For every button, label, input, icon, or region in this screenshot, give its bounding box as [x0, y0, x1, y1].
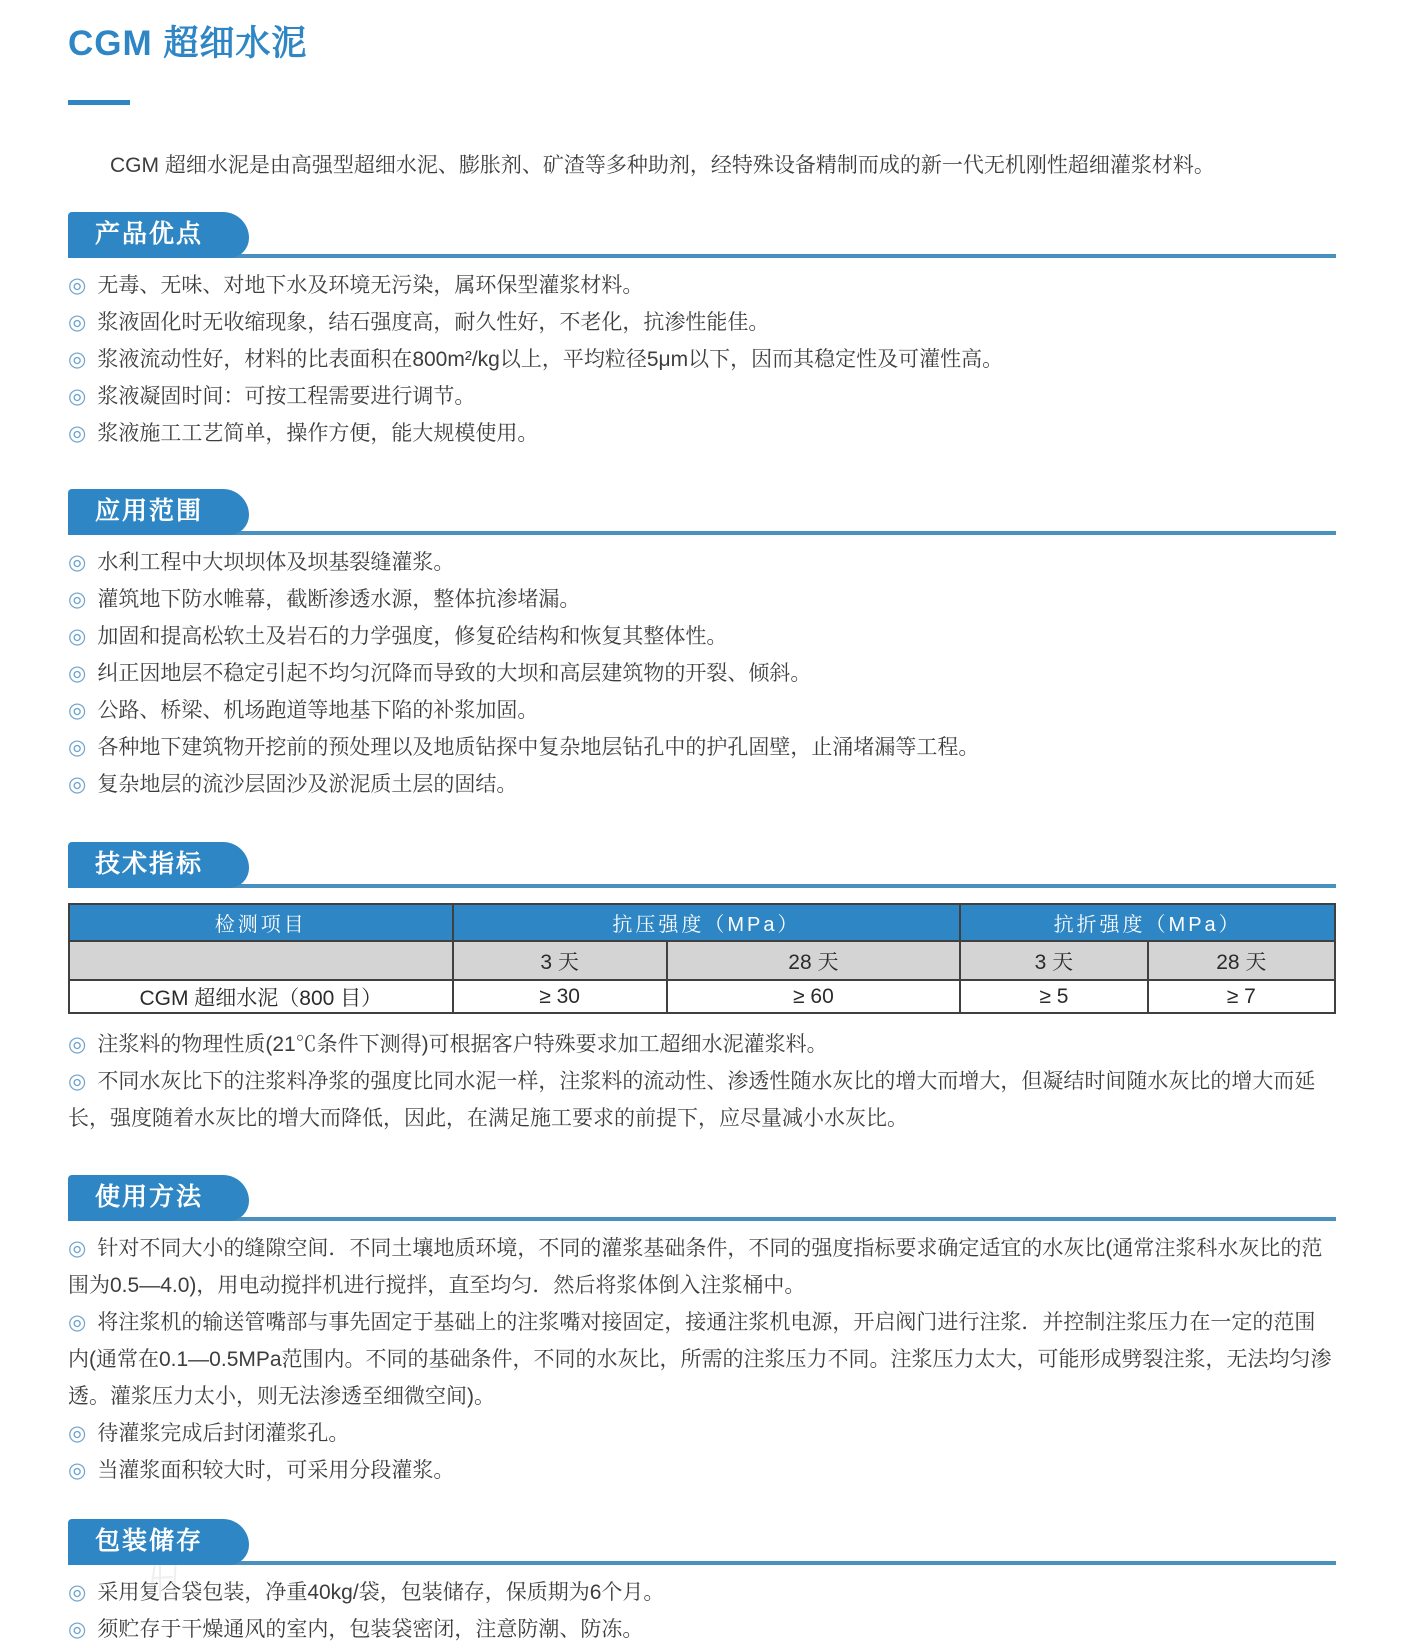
bullet-icon: ◎ [68, 551, 87, 574]
section-header-line [68, 531, 1336, 535]
list-item-text: 当灌浆面积较大时，可采用分段灌浆。 [97, 1459, 455, 1482]
list-item-text: 纠正因地层不稳定引起不均匀沉降而导致的大坝和高层建筑物的开裂、倾斜。 [97, 662, 812, 685]
bullet-icon: ◎ [68, 1033, 87, 1056]
bullet-icon: ◎ [68, 662, 87, 685]
list-item [68, 304, 1336, 341]
bullet-icon: ◎ [68, 1311, 87, 1334]
packaging-list [68, 1574, 1336, 1648]
list-item [68, 1611, 1336, 1648]
list-item-text: 复杂地层的流沙层固沙及淤泥质土层的固结。 [97, 773, 518, 796]
list-item-text: 浆液凝固时间：可按工程需要进行调节。 [97, 385, 476, 408]
section-heading: 技术指标 [68, 842, 249, 888]
list-item [68, 692, 1336, 729]
list-item [68, 1026, 1336, 1063]
bullet-icon: ◎ [68, 736, 87, 759]
section-header-specs [68, 842, 1336, 888]
table-subheader-row [69, 941, 1335, 980]
section-header-usage [68, 1175, 1336, 1221]
list-item-text: 加固和提高松软土及岩石的力学强度，修复砼结构和恢复其整体性。 [97, 625, 728, 648]
list-item-text: 采用复合袋包装，净重40kg/袋，包装储存，保质期为6个月。 [97, 1581, 665, 1604]
section-header-advantages [68, 212, 1336, 258]
list-item [68, 1415, 1336, 1452]
table-header-item: 检测项目 [69, 904, 453, 941]
list-item-text: 将注浆机的输送管嘴部与事先固定于基础上的注浆嘴对接固定，接通注浆机电源，开启阀门进行注浆．并控制注浆压力在一定的范围内(通常在0.1—0.5MPa范围内。不同的基础条件，不同的水灰比，所需的注浆压力不同。注浆压力太大，可能形成劈裂注浆，无法均匀渗透。灌浆压力太小，则无法渗透至细微空间)。 [68, 1311, 1332, 1408]
list-item-text: 浆液施工工艺简单，操作方便，能大规模使用。 [97, 422, 539, 445]
table-header-compressive: 抗压强度（MPa） [453, 904, 961, 941]
list-item-text: 各种地下建筑物开挖前的预处理以及地质钻探中复杂地层钻孔中的护孔固壁，止涌堵漏等工程。 [97, 736, 980, 759]
section-heading: 包装储存 [68, 1519, 249, 1565]
list-item [68, 1452, 1336, 1489]
list-item-text: 无毒、无味、对地下水及环境无污染，属环保型灌浆材料。 [97, 274, 644, 297]
list-item [68, 729, 1336, 766]
list-item-text: 注浆料的物理性质(21℃条件下测得)可根据客户特殊要求加工超细水泥灌浆料。 [97, 1033, 828, 1056]
section-heading: 应用范围 [68, 489, 249, 535]
bullet-icon: ◎ [68, 699, 87, 722]
table-cell: ≥ 30 [453, 980, 667, 1013]
list-item [68, 1304, 1336, 1415]
list-item [68, 766, 1336, 803]
bullet-icon: ◎ [68, 274, 87, 297]
bullet-icon: ◎ [68, 1459, 87, 1482]
bullet-icon: ◎ [68, 1237, 87, 1260]
section-header-line [68, 254, 1336, 258]
bullet-icon: ◎ [68, 422, 87, 445]
bullet-icon: ◎ [68, 311, 87, 334]
bullet-icon: ◎ [68, 385, 87, 408]
list-item [68, 1063, 1336, 1137]
usage-list [68, 1230, 1336, 1489]
bullet-icon: ◎ [68, 1581, 87, 1604]
table-subheader: 3 天 [453, 941, 667, 980]
section-header-line [68, 1217, 1336, 1221]
list-item-text: 须贮存于干燥通风的室内，包装袋密闭，注意防潮、防冻。 [97, 1618, 644, 1641]
table-cell: ≥ 7 [1148, 980, 1335, 1013]
list-item [68, 415, 1336, 452]
section-header-applications [68, 489, 1336, 535]
spec-notes [68, 1026, 1336, 1137]
page-title: CGM 超细水泥 [68, 24, 308, 63]
section-header-packaging [68, 1519, 1336, 1565]
list-item-text: 针对不同大小的缝隙空间．不同土壤地质环境，不同的灌浆基础条件，不同的强度指标要求确定适宜的水灰比(通常注浆科水灰比的范围为0.5—4.0)，用电动搅拌机进行搅拌，直至均匀．然后将浆体倒入注浆桶中。 [68, 1237, 1323, 1297]
table-row-label: CGM 超细水泥（800 目） [69, 980, 453, 1013]
list-item [68, 581, 1336, 618]
table-subheader-empty [69, 941, 453, 980]
list-item [68, 378, 1336, 415]
list-item [68, 655, 1336, 692]
title-underline [68, 100, 130, 105]
list-item-text: 公路、桥梁、机场跑道等地基下陷的补浆加固。 [97, 699, 539, 722]
table-header-row [69, 904, 1335, 941]
list-item-text: 浆液流动性好，材料的比表面积在800m²/kg以上，平均粒径5μm以下，因而其稳定性及可灌性高。 [97, 348, 1004, 371]
list-item [68, 1574, 1336, 1611]
list-item-text: 水利工程中大坝坝体及坝基裂缝灌浆。 [97, 551, 455, 574]
applications-list [68, 544, 1336, 803]
spec-table [68, 903, 1336, 1014]
list-item-text: 不同水灰比下的注浆料净浆的强度比同水泥一样，注浆料的流动性、渗透性随水灰比的增大而增大，但凝结时间随水灰比的增大而延长，强度随着水灰比的增大而降低，因此，在满足施工要求的前提下，应尽量减小水灰比。 [68, 1070, 1316, 1130]
list-item [68, 544, 1336, 581]
table-header-flexural: 抗折强度（MPa） [960, 904, 1335, 941]
bullet-icon: ◎ [68, 1070, 87, 1093]
bullet-icon: ◎ [68, 1422, 87, 1445]
section-header-line [68, 1561, 1336, 1565]
table-cell: ≥ 5 [960, 980, 1147, 1013]
bullet-icon: ◎ [68, 348, 87, 371]
list-item-text: 灌筑地下防水帷幕，截断渗透水源，整体抗渗堵漏。 [97, 588, 581, 611]
bullet-icon: ◎ [68, 588, 87, 611]
section-header-line [68, 884, 1336, 888]
table-row [69, 980, 1335, 1013]
bullet-icon: ◎ [68, 773, 87, 796]
table-subheader: 28 天 [667, 941, 961, 980]
advantages-list [68, 267, 1336, 452]
table-subheader: 28 天 [1148, 941, 1335, 980]
document-content [68, 0, 1336, 1648]
list-item-text: 浆液固化时无收缩现象，结石强度高，耐久性好，不老化，抗渗性能佳。 [97, 311, 770, 334]
section-heading: 使用方法 [68, 1175, 249, 1221]
list-item [68, 267, 1336, 304]
table-subheader: 3 天 [960, 941, 1147, 980]
intro-paragraph: CGM 超细水泥是由高强型超细水泥、膨胀剂、矿渣等多种助剂，经特殊设备精制而成的新一代无机刚性超细灌浆材料。 [110, 154, 1215, 177]
section-heading: 产品优点 [68, 212, 249, 258]
bullet-icon: ◎ [68, 625, 87, 648]
list-item [68, 618, 1336, 655]
table-cell: ≥ 60 [667, 980, 961, 1013]
list-item [68, 341, 1336, 378]
list-item-text: 待灌浆完成后封闭灌浆孔。 [97, 1422, 350, 1445]
list-item [68, 1230, 1336, 1304]
bullet-icon: ◎ [68, 1618, 87, 1641]
